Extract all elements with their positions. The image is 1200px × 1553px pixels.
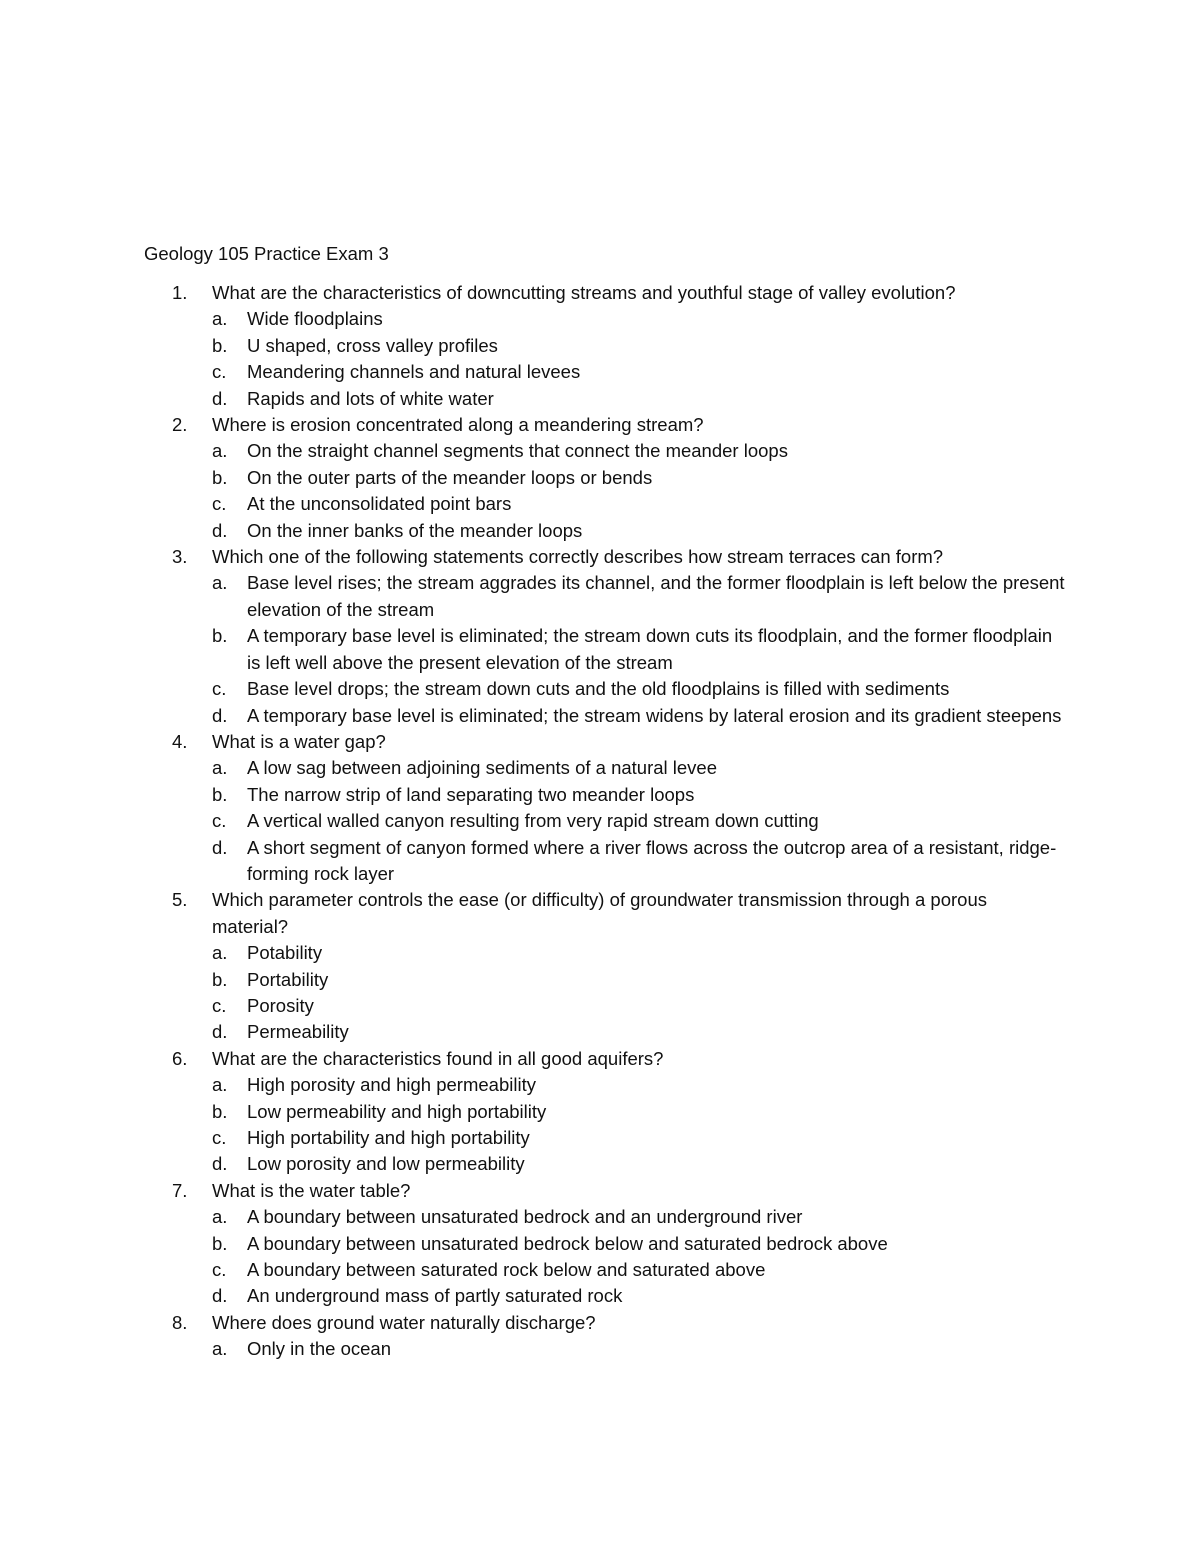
option-text: On the straight channel segments that connect the meander loops <box>247 440 788 462</box>
option-letter: c. <box>212 1127 227 1148</box>
option-text: Permeability <box>247 1021 349 1043</box>
option-text: U shaped, cross valley profiles <box>247 334 498 356</box>
question-number: 3. <box>172 546 188 568</box>
option-letter: b. <box>212 1100 228 1122</box>
option-letter: d. <box>212 1021 228 1043</box>
option-text: Base level drops; the stream down cuts and the old floodplains is filled with sediments <box>247 678 950 700</box>
option-text: A vertical walled canyon resulting from very rapid stream down cutting <box>247 810 819 832</box>
answer-option <box>0 1283 1200 1309</box>
option-letter: c. <box>212 994 227 1016</box>
question-item <box>0 280 1200 412</box>
option-letter: a. <box>212 440 228 462</box>
answer-option <box>0 623 1200 676</box>
answer-option <box>0 703 1200 729</box>
option-text: A boundary between saturated rock below and saturated above <box>247 1259 766 1281</box>
answer-option <box>0 1019 1200 1045</box>
option-letter: b. <box>212 466 228 488</box>
option-text: Only in the ocean <box>247 1338 391 1360</box>
option-text: The narrow strip of land separating two meander loops <box>247 783 695 805</box>
answer-option <box>0 333 1200 359</box>
option-letter: d. <box>212 836 228 858</box>
answer-options <box>0 438 1200 544</box>
question-item <box>0 544 1200 729</box>
option-text: A boundary between unsaturated bedrock and an underground river <box>247 1206 803 1228</box>
question-number: 2. <box>172 414 188 436</box>
option-text: Rapids and lots of white water <box>247 387 494 409</box>
option-letter: d. <box>212 1285 228 1307</box>
question-item <box>0 887 1200 1045</box>
answer-options <box>0 570 1200 728</box>
question-text: Where is erosion concentrated along a meandering stream? <box>212 414 704 436</box>
answer-option <box>0 755 1200 781</box>
option-letter: c. <box>212 1259 227 1281</box>
option-letter: c. <box>212 810 227 832</box>
question-text: Which one of the following statements correctly describes how stream terraces can form? <box>212 546 944 568</box>
answer-option <box>0 1151 1200 1177</box>
document-title: Geology 105 Practice Exam 3 <box>144 243 389 264</box>
question-number: 7. <box>172 1179 188 1201</box>
option-letter: d. <box>212 1153 228 1175</box>
answer-option <box>0 1125 1200 1151</box>
option-letter: d. <box>212 519 228 541</box>
option-text: A low sag between adjoining sediments of a natural levee <box>247 757 717 779</box>
question-text: Where does ground water naturally discharge? <box>212 1311 596 1333</box>
answer-option <box>0 386 1200 412</box>
answer-option <box>0 835 1200 888</box>
option-letter: c. <box>212 678 227 700</box>
answer-options <box>0 940 1200 1046</box>
question-item <box>0 412 1200 544</box>
option-letter: d. <box>212 704 228 726</box>
option-letter: b. <box>212 783 228 805</box>
option-letter: a. <box>212 1338 228 1360</box>
option-text: A boundary between unsaturated bedrock below and saturated bedrock above <box>247 1232 888 1254</box>
answer-option <box>0 1072 1200 1098</box>
option-letter: a. <box>212 572 228 594</box>
option-letter: a. <box>212 757 228 779</box>
answer-options <box>0 1072 1200 1178</box>
option-letter: a. <box>212 1074 228 1096</box>
option-letter: a. <box>212 942 228 964</box>
option-text: Potability <box>247 942 323 964</box>
answer-option <box>0 1099 1200 1125</box>
option-text: Wide floodplains <box>247 308 383 330</box>
option-text: On the inner banks of the meander loops <box>247 519 583 541</box>
question-item <box>0 1310 1200 1363</box>
question-text: What is the water table? <box>212 1179 411 1201</box>
answer-option <box>0 465 1200 491</box>
option-text: On the outer parts of the meander loops or bends <box>247 466 653 488</box>
question-item <box>0 729 1200 887</box>
answer-option <box>0 438 1200 464</box>
answer-options <box>0 755 1200 887</box>
option-text: High porosity and high permeability <box>247 1074 536 1096</box>
option-text: A temporary base level is eliminated; the stream down cuts its floodplain, and the former floodplain is left well above the present elevation of the stream <box>247 625 1053 673</box>
answer-option <box>0 1336 1200 1362</box>
answer-option <box>0 1231 1200 1257</box>
answer-option <box>0 518 1200 544</box>
option-letter: d. <box>212 387 228 409</box>
question-number: 5. <box>172 889 188 911</box>
question-item <box>0 1046 1200 1178</box>
answer-options <box>0 306 1200 412</box>
answer-option <box>0 940 1200 966</box>
answer-option <box>0 993 1200 1019</box>
option-letter: b. <box>212 625 228 647</box>
answer-options <box>0 1336 1200 1362</box>
answer-option <box>0 808 1200 834</box>
question-number: 8. <box>172 1311 188 1333</box>
answer-option <box>0 306 1200 332</box>
question-text: What is a water gap? <box>212 730 386 752</box>
question-text: What are the characteristics of downcutting streams and youthful stage of valley evolution? <box>212 282 956 303</box>
option-letter: a. <box>212 1206 228 1228</box>
option-text: At the unconsolidated point bars <box>247 493 512 515</box>
answer-option <box>0 570 1200 623</box>
question-text: Which parameter controls the ease (or difficulty) of groundwater transmission through a porous material? <box>212 889 987 937</box>
answer-option <box>0 1257 1200 1283</box>
option-letter: c. <box>212 493 227 515</box>
option-text: Base level rises; the stream aggrades its channel, and the former floodplain is left below the present elevation of the stream <box>247 572 1065 620</box>
option-text: An underground mass of partly saturated rock <box>247 1285 623 1307</box>
option-text: High portability and high portability <box>247 1127 530 1148</box>
option-letter: a. <box>212 308 228 330</box>
question-number: 4. <box>172 730 188 752</box>
option-text: Low permeability and high portability <box>247 1100 547 1122</box>
question-item <box>0 1178 1200 1310</box>
option-text: Meandering channels and natural levees <box>247 361 581 383</box>
answer-option <box>0 1204 1200 1230</box>
question-number: 1. <box>172 282 188 303</box>
option-letter: b. <box>212 968 228 990</box>
option-text: Low porosity and low permeability <box>247 1153 525 1175</box>
answer-option <box>0 359 1200 385</box>
option-text: A short segment of canyon formed where a river flows across the outcrop area of a resistant, ridge-forming rock layer <box>247 836 1057 884</box>
option-letter: b. <box>212 334 228 356</box>
option-text: A temporary base level is eliminated; the stream widens by lateral erosion and its gradient steepens <box>247 704 1062 726</box>
answer-option <box>0 676 1200 702</box>
question-list <box>0 280 1200 1363</box>
answer-options <box>0 1204 1200 1310</box>
answer-option <box>0 782 1200 808</box>
answer-option <box>0 967 1200 993</box>
option-letter: b. <box>212 1232 228 1254</box>
question-number: 6. <box>172 1047 188 1069</box>
option-text: Porosity <box>247 994 314 1016</box>
question-text: What are the characteristics found in all good aquifers? <box>212 1047 664 1069</box>
answer-option <box>0 491 1200 517</box>
option-text: Portability <box>247 968 329 990</box>
option-letter: c. <box>212 361 227 383</box>
